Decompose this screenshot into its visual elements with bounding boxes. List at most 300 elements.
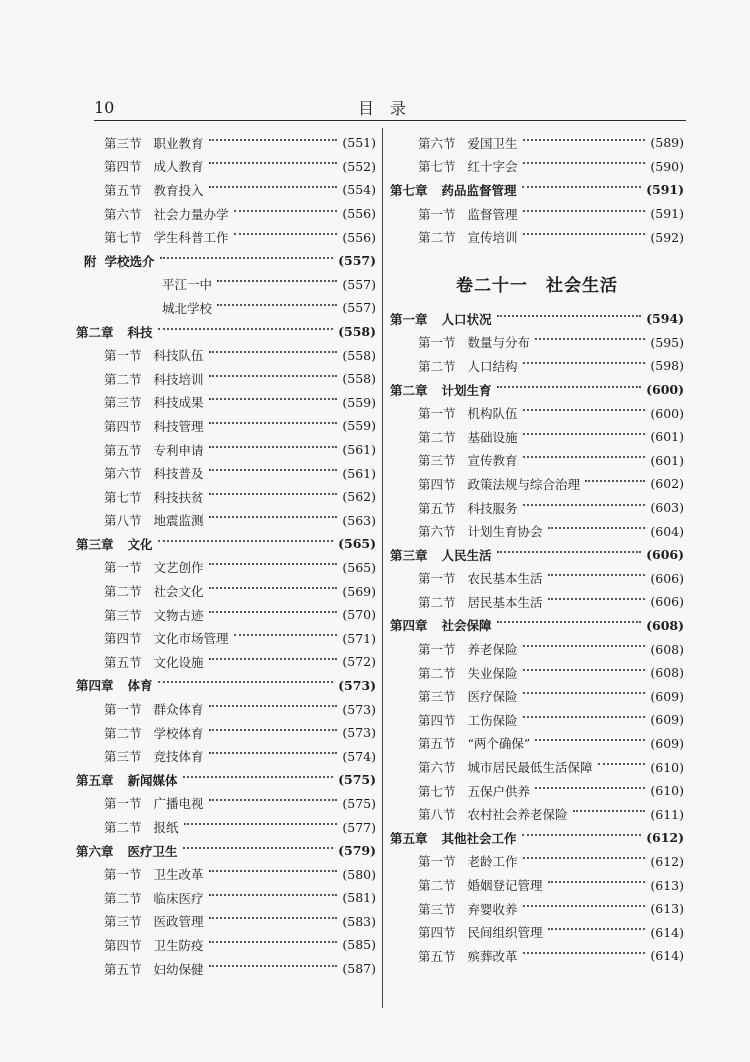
entry-number: 第二节	[104, 890, 142, 906]
toc-entry-section[interactable]	[76, 626, 376, 650]
dot-leader	[184, 823, 338, 825]
dot-leader	[523, 716, 646, 718]
toc-entry-section[interactable]	[76, 815, 376, 839]
toc-entry-section[interactable]	[76, 178, 376, 202]
toc-entry-section[interactable]	[76, 343, 376, 367]
toc-entry-section[interactable]	[390, 202, 684, 226]
entry-label	[418, 923, 543, 941]
entry-number: 第二节	[418, 878, 456, 894]
entry-title: 殡葬改革	[467, 948, 518, 964]
toc-entry-section[interactable]	[390, 155, 684, 179]
entry-label	[162, 275, 212, 293]
toc-entry-appendix-item[interactable]	[76, 296, 376, 320]
entry-label	[418, 852, 518, 870]
entry-number: 第一节	[418, 571, 456, 587]
entry-number: 第五节	[104, 961, 142, 977]
entry-number: 第五节	[418, 500, 456, 516]
dot-leader	[209, 422, 338, 424]
entry-page: (580)	[342, 866, 376, 882]
dot-leader	[209, 351, 338, 353]
entry-label	[390, 181, 517, 199]
entry-label	[76, 842, 178, 860]
entry-number: 第三节	[104, 914, 142, 930]
entry-label	[104, 464, 204, 482]
entry-label	[104, 346, 204, 364]
toc-entry-section[interactable]	[76, 391, 376, 415]
entry-number: 第一节	[418, 642, 456, 658]
dot-leader	[217, 280, 337, 282]
dot-leader	[234, 634, 338, 636]
toc-entry-appendix[interactable]	[76, 249, 376, 273]
page-header	[94, 96, 686, 121]
entry-title: 新闻媒体	[127, 772, 178, 788]
entry-label	[104, 747, 204, 765]
dot-leader	[497, 551, 642, 553]
entry-number: 第七节	[104, 230, 142, 246]
entry-number: 第三节	[104, 749, 142, 765]
dot-leader	[548, 598, 646, 600]
entry-page: (575)	[342, 795, 376, 811]
entry-title: 社会力量办学	[153, 206, 229, 222]
entry-number: 第二节	[104, 371, 142, 387]
entry-label	[390, 616, 492, 634]
dot-leader	[209, 587, 338, 589]
toc-entry-section[interactable]	[390, 449, 684, 473]
entry-page: (601)	[650, 452, 684, 468]
toc-entry-section[interactable]	[390, 897, 684, 921]
entry-number: 第七章	[390, 182, 428, 198]
entry-number: 第五节	[104, 654, 142, 670]
entry-page: (552)	[342, 158, 376, 174]
entry-page: (606)	[650, 570, 684, 586]
entry-page: (594)	[646, 311, 684, 327]
entry-title: 科技扶贫	[153, 489, 204, 505]
entry-number: 第一节	[104, 348, 142, 364]
toc-entry-section[interactable]	[76, 910, 376, 934]
entry-page: (557)	[342, 300, 376, 316]
entry-page: (610)	[650, 783, 684, 799]
toc-entry-appendix-item[interactable]	[76, 273, 376, 297]
entry-page: (557)	[338, 253, 376, 269]
entry-label	[418, 687, 518, 705]
entry-title: 广播电视	[153, 796, 204, 812]
toc-entry-chapter[interactable]	[76, 839, 376, 863]
entry-label	[418, 499, 518, 517]
entry-page: (583)	[342, 913, 376, 929]
entry-number: 第二章	[76, 324, 114, 340]
entry-label	[390, 546, 492, 564]
toc-entry-section[interactable]	[76, 556, 376, 580]
entry-page: (609)	[650, 688, 684, 704]
dot-leader	[535, 787, 645, 789]
dot-leader	[497, 315, 642, 317]
entry-page: (600)	[650, 405, 684, 421]
entry-title: 妇幼保健	[153, 961, 204, 977]
entry-page: (579)	[338, 843, 376, 859]
entry-label	[104, 606, 204, 624]
entry-title: 社会保障	[441, 618, 492, 634]
toc-entry-section[interactable]	[390, 732, 684, 756]
entry-label	[418, 782, 530, 800]
dot-leader	[234, 210, 338, 212]
entry-title: 临床医疗	[153, 890, 204, 906]
entry-number: 第二节	[104, 820, 142, 836]
dot-leader	[209, 516, 338, 518]
toc-entry-section[interactable]	[76, 438, 376, 462]
toc-entry-chapter[interactable]	[76, 768, 376, 792]
entry-page: (563)	[342, 512, 376, 528]
entry-number: 第三章	[76, 536, 114, 552]
entry-title: 群众体育	[153, 702, 204, 718]
entry-label	[104, 511, 204, 529]
entry-page: (557)	[342, 276, 376, 292]
entry-label	[418, 947, 518, 965]
dot-leader	[158, 540, 334, 542]
toc-entry-chapter[interactable]	[76, 674, 376, 698]
entry-label	[418, 593, 543, 611]
entry-number: 第六节	[104, 206, 142, 222]
entry-label	[104, 441, 204, 459]
entry-label	[76, 535, 153, 553]
entry-title: 基础设施	[467, 429, 518, 445]
entry-label	[418, 640, 518, 658]
dot-leader	[523, 409, 646, 411]
entry-label	[104, 960, 204, 978]
toc-entry-chapter[interactable]	[76, 532, 376, 556]
dot-leader	[158, 328, 334, 330]
toc-entry-section[interactable]	[76, 155, 376, 179]
entry-title: 红十字会	[467, 159, 518, 175]
entry-title: 医政管理	[153, 914, 204, 930]
dot-leader	[523, 233, 646, 235]
dot-leader	[522, 186, 642, 188]
toc-entry-section[interactable]	[76, 744, 376, 768]
dot-leader	[209, 469, 338, 471]
entry-page: (554)	[342, 182, 376, 198]
toc-entry-chapter[interactable]	[390, 826, 684, 850]
toc-entry-section[interactable]	[76, 509, 376, 533]
toc-entry-section[interactable]	[390, 567, 684, 591]
entry-number: 第三节	[104, 607, 142, 623]
entry-page: (558)	[342, 371, 376, 387]
entry-page: (603)	[650, 500, 684, 516]
entry-title: 计划生育	[441, 382, 492, 398]
entry-page: (558)	[342, 347, 376, 363]
dot-leader	[548, 527, 646, 529]
dot-leader	[209, 965, 338, 967]
dot-leader	[523, 433, 646, 435]
entry-title: 职业教育	[153, 135, 204, 151]
entry-page: (585)	[342, 937, 376, 953]
toc-entry-section[interactable]	[390, 873, 684, 897]
entry-number: 第七节	[104, 489, 142, 505]
toc-entry-section[interactable]	[76, 650, 376, 674]
dot-leader	[158, 681, 334, 683]
entry-label	[418, 569, 543, 587]
entry-label	[418, 134, 518, 152]
entry-page: (573)	[338, 677, 376, 693]
toc-entry-section[interactable]	[390, 354, 684, 378]
entry-title: 科技队伍	[153, 348, 204, 364]
toc-entry-section[interactable]	[76, 225, 376, 249]
toc-entry-section[interactable]	[76, 131, 376, 155]
entry-label	[104, 558, 204, 576]
toc-entry-section[interactable]	[76, 697, 376, 721]
entry-number: 第三章	[390, 547, 428, 563]
entry-label	[104, 134, 204, 152]
entry-page: (600)	[646, 382, 684, 398]
dot-leader	[209, 493, 338, 495]
entry-number: 第四节	[418, 476, 456, 492]
dot-leader	[585, 480, 645, 482]
entry-label	[418, 805, 568, 823]
dot-leader	[548, 881, 646, 883]
entry-page: (604)	[650, 523, 684, 539]
entry-label	[104, 865, 204, 883]
entry-number: 第一节	[104, 867, 142, 883]
dot-leader	[523, 905, 646, 907]
dot-leader	[209, 799, 338, 801]
entry-label	[104, 228, 229, 246]
toc-entry-chapter[interactable]	[390, 307, 684, 331]
dot-leader	[160, 257, 334, 259]
toc-entry-section[interactable]	[390, 708, 684, 732]
entry-label	[418, 522, 543, 540]
entry-title: 城市居民最低生活保障	[467, 760, 593, 776]
entry-label	[76, 676, 153, 694]
entry-label	[104, 370, 204, 388]
entry-page: (608)	[646, 617, 684, 633]
toc-entry-section[interactable]	[76, 485, 376, 509]
entry-number: 第三节	[418, 689, 456, 705]
entry-label	[418, 876, 543, 894]
entry-number: 第一节	[418, 206, 456, 222]
entry-label	[390, 829, 517, 847]
entry-number: 第一节	[418, 854, 456, 870]
entry-page: (612)	[646, 830, 684, 846]
dot-leader	[523, 162, 646, 164]
entry-number: 第六章	[76, 843, 114, 859]
entry-number: 第五节	[418, 948, 456, 964]
toc-entry-chapter[interactable]	[390, 178, 684, 202]
entry-label	[76, 323, 153, 341]
toc-entry-chapter[interactable]	[390, 543, 684, 567]
entry-title: 文化市场管理	[153, 631, 229, 647]
toc-entry-section[interactable]	[390, 802, 684, 826]
toc-entry-section[interactable]	[76, 886, 376, 910]
entry-page: (573)	[342, 701, 376, 717]
dot-leader	[209, 446, 338, 448]
entry-title: 科技	[127, 324, 153, 340]
entry-title: 宣传培训	[467, 230, 518, 246]
entry-label	[418, 205, 518, 223]
toc-entry-section[interactable]	[390, 496, 684, 520]
entry-number: 第八节	[418, 807, 456, 823]
entry-label	[418, 451, 518, 469]
entry-title: “两个确保”	[467, 736, 531, 752]
toc-column-right	[390, 131, 684, 968]
entry-label	[104, 629, 229, 647]
entry-label	[104, 205, 229, 223]
entry-page: (590)	[650, 158, 684, 174]
dot-leader	[522, 834, 642, 836]
entry-title: 政策法规与综合治理	[467, 476, 581, 492]
dot-leader	[573, 810, 646, 812]
entry-number: 第四节	[418, 925, 456, 941]
entry-title: 人口状况	[441, 311, 492, 327]
entry-number: 第一节	[418, 406, 456, 422]
toc-entry-section[interactable]	[390, 755, 684, 779]
toc-entry-section[interactable]	[76, 603, 376, 627]
toc-entry-section[interactable]	[76, 202, 376, 226]
running-head: 目录	[357, 99, 423, 118]
dot-leader	[523, 456, 646, 458]
entry-page: (587)	[342, 961, 376, 977]
entry-title: 居民基本生活	[467, 594, 543, 610]
entry-page: (613)	[650, 901, 684, 917]
entry-page: (614)	[650, 948, 684, 964]
entry-page: (562)	[342, 489, 376, 505]
entry-label	[104, 582, 204, 600]
entry-page: (609)	[650, 735, 684, 751]
entry-label	[418, 228, 518, 246]
toc-entry-section[interactable]	[390, 590, 684, 614]
entry-number: 第四节	[104, 937, 142, 953]
dot-leader	[497, 386, 642, 388]
entry-number: 第三节	[418, 453, 456, 469]
entry-number: 第二节	[418, 358, 456, 374]
toc-entry-chapter[interactable]	[390, 378, 684, 402]
toc-entry-section[interactable]	[390, 920, 684, 944]
dot-leader	[209, 139, 338, 141]
dot-leader	[548, 574, 646, 576]
entry-page: (570)	[342, 607, 376, 623]
entry-label	[84, 252, 155, 270]
dot-leader	[209, 162, 338, 164]
entry-label	[76, 771, 178, 789]
entry-title: 科技管理	[153, 418, 204, 434]
entry-label	[418, 157, 518, 175]
toc-entry-section[interactable]	[76, 862, 376, 886]
volume-number: 卷二十一	[456, 276, 528, 297]
toc-entry-chapter[interactable]	[76, 320, 376, 344]
toc-entry-section[interactable]	[390, 779, 684, 803]
dot-leader	[209, 941, 338, 943]
dot-leader	[209, 729, 338, 731]
entry-title: 药品监督管理	[441, 182, 517, 198]
toc-entry-section[interactable]	[390, 425, 684, 449]
toc-entry-section[interactable]	[76, 957, 376, 981]
entry-title: 文艺创作	[153, 560, 204, 576]
entry-title: 竞技体育	[153, 749, 204, 765]
entry-label	[390, 381, 492, 399]
toc-entry-section[interactable]	[390, 637, 684, 661]
entry-number: 第二节	[104, 725, 142, 741]
entry-page: (565)	[338, 536, 376, 552]
entry-title: 农村社会养老保险	[467, 807, 568, 823]
dot-leader	[548, 928, 646, 930]
entry-number: 第二节	[104, 584, 142, 600]
entry-page: (556)	[342, 206, 376, 222]
toc-entry-section[interactable]	[76, 579, 376, 603]
entry-title: 地震监测	[153, 513, 204, 529]
dot-leader	[523, 210, 646, 212]
toc-entry-section[interactable]	[76, 721, 376, 745]
entry-label	[104, 488, 204, 506]
entry-page: (592)	[650, 229, 684, 245]
toc-entry-section[interactable]	[390, 944, 684, 968]
toc-entry-section[interactable]	[76, 792, 376, 816]
toc-entry-section[interactable]	[390, 472, 684, 496]
entry-title: 监督管理	[467, 206, 518, 222]
entry-label	[104, 936, 204, 954]
entry-page: (602)	[650, 476, 684, 492]
entry-number: 第四章	[76, 678, 114, 694]
dot-leader	[523, 669, 646, 671]
entry-number: 第六节	[418, 760, 456, 776]
toc-entry-section[interactable]	[390, 131, 684, 155]
entry-title: 宣传教育	[467, 453, 518, 469]
entry-title: 科技普及	[153, 466, 204, 482]
toc-entry-section[interactable]	[76, 414, 376, 438]
toc-entry-section[interactable]	[76, 367, 376, 391]
entry-label	[418, 664, 518, 682]
entry-label	[418, 404, 518, 422]
dot-leader	[497, 621, 642, 623]
toc-entry-section[interactable]	[390, 661, 684, 685]
entry-number: 第二节	[418, 429, 456, 445]
toc-entry-section[interactable]	[390, 331, 684, 355]
entry-label	[104, 818, 179, 836]
toc-entry-section[interactable]	[390, 519, 684, 543]
entry-label	[418, 711, 518, 729]
toc-entry-section[interactable]	[390, 684, 684, 708]
entry-label	[162, 299, 212, 317]
entry-page: (610)	[650, 759, 684, 775]
dot-leader	[209, 705, 338, 707]
entry-number: 第一节	[104, 796, 142, 812]
toc-entry-section[interactable]	[390, 225, 684, 249]
dot-leader	[209, 398, 338, 400]
dot-leader	[209, 186, 338, 188]
dot-leader	[598, 763, 646, 765]
entry-title: 卫生防疫	[153, 937, 204, 953]
entry-title: 科技成果	[153, 395, 204, 411]
entry-number: 第八节	[104, 513, 142, 529]
entry-label	[104, 724, 204, 742]
entry-title: 学校体育	[153, 725, 204, 741]
entry-page: (561)	[342, 442, 376, 458]
entry-page: (577)	[342, 819, 376, 835]
entry-page: (565)	[342, 559, 376, 575]
entry-page: (591)	[650, 206, 684, 222]
entry-page: (598)	[650, 358, 684, 374]
toc-entry-section[interactable]	[390, 401, 684, 425]
toc-entry-chapter[interactable]	[390, 614, 684, 638]
entry-page: (595)	[650, 334, 684, 350]
entry-number: 第四节	[104, 159, 142, 175]
toc-entry-section[interactable]	[76, 461, 376, 485]
entry-page: (609)	[650, 712, 684, 728]
entry-label	[104, 653, 204, 671]
entry-label	[390, 310, 492, 328]
entry-page: (575)	[338, 772, 376, 788]
entry-page: (561)	[342, 465, 376, 481]
entry-label	[418, 900, 518, 918]
entry-page: (551)	[342, 135, 376, 151]
toc-entry-section[interactable]	[390, 850, 684, 874]
toc-entry-section[interactable]	[76, 933, 376, 957]
